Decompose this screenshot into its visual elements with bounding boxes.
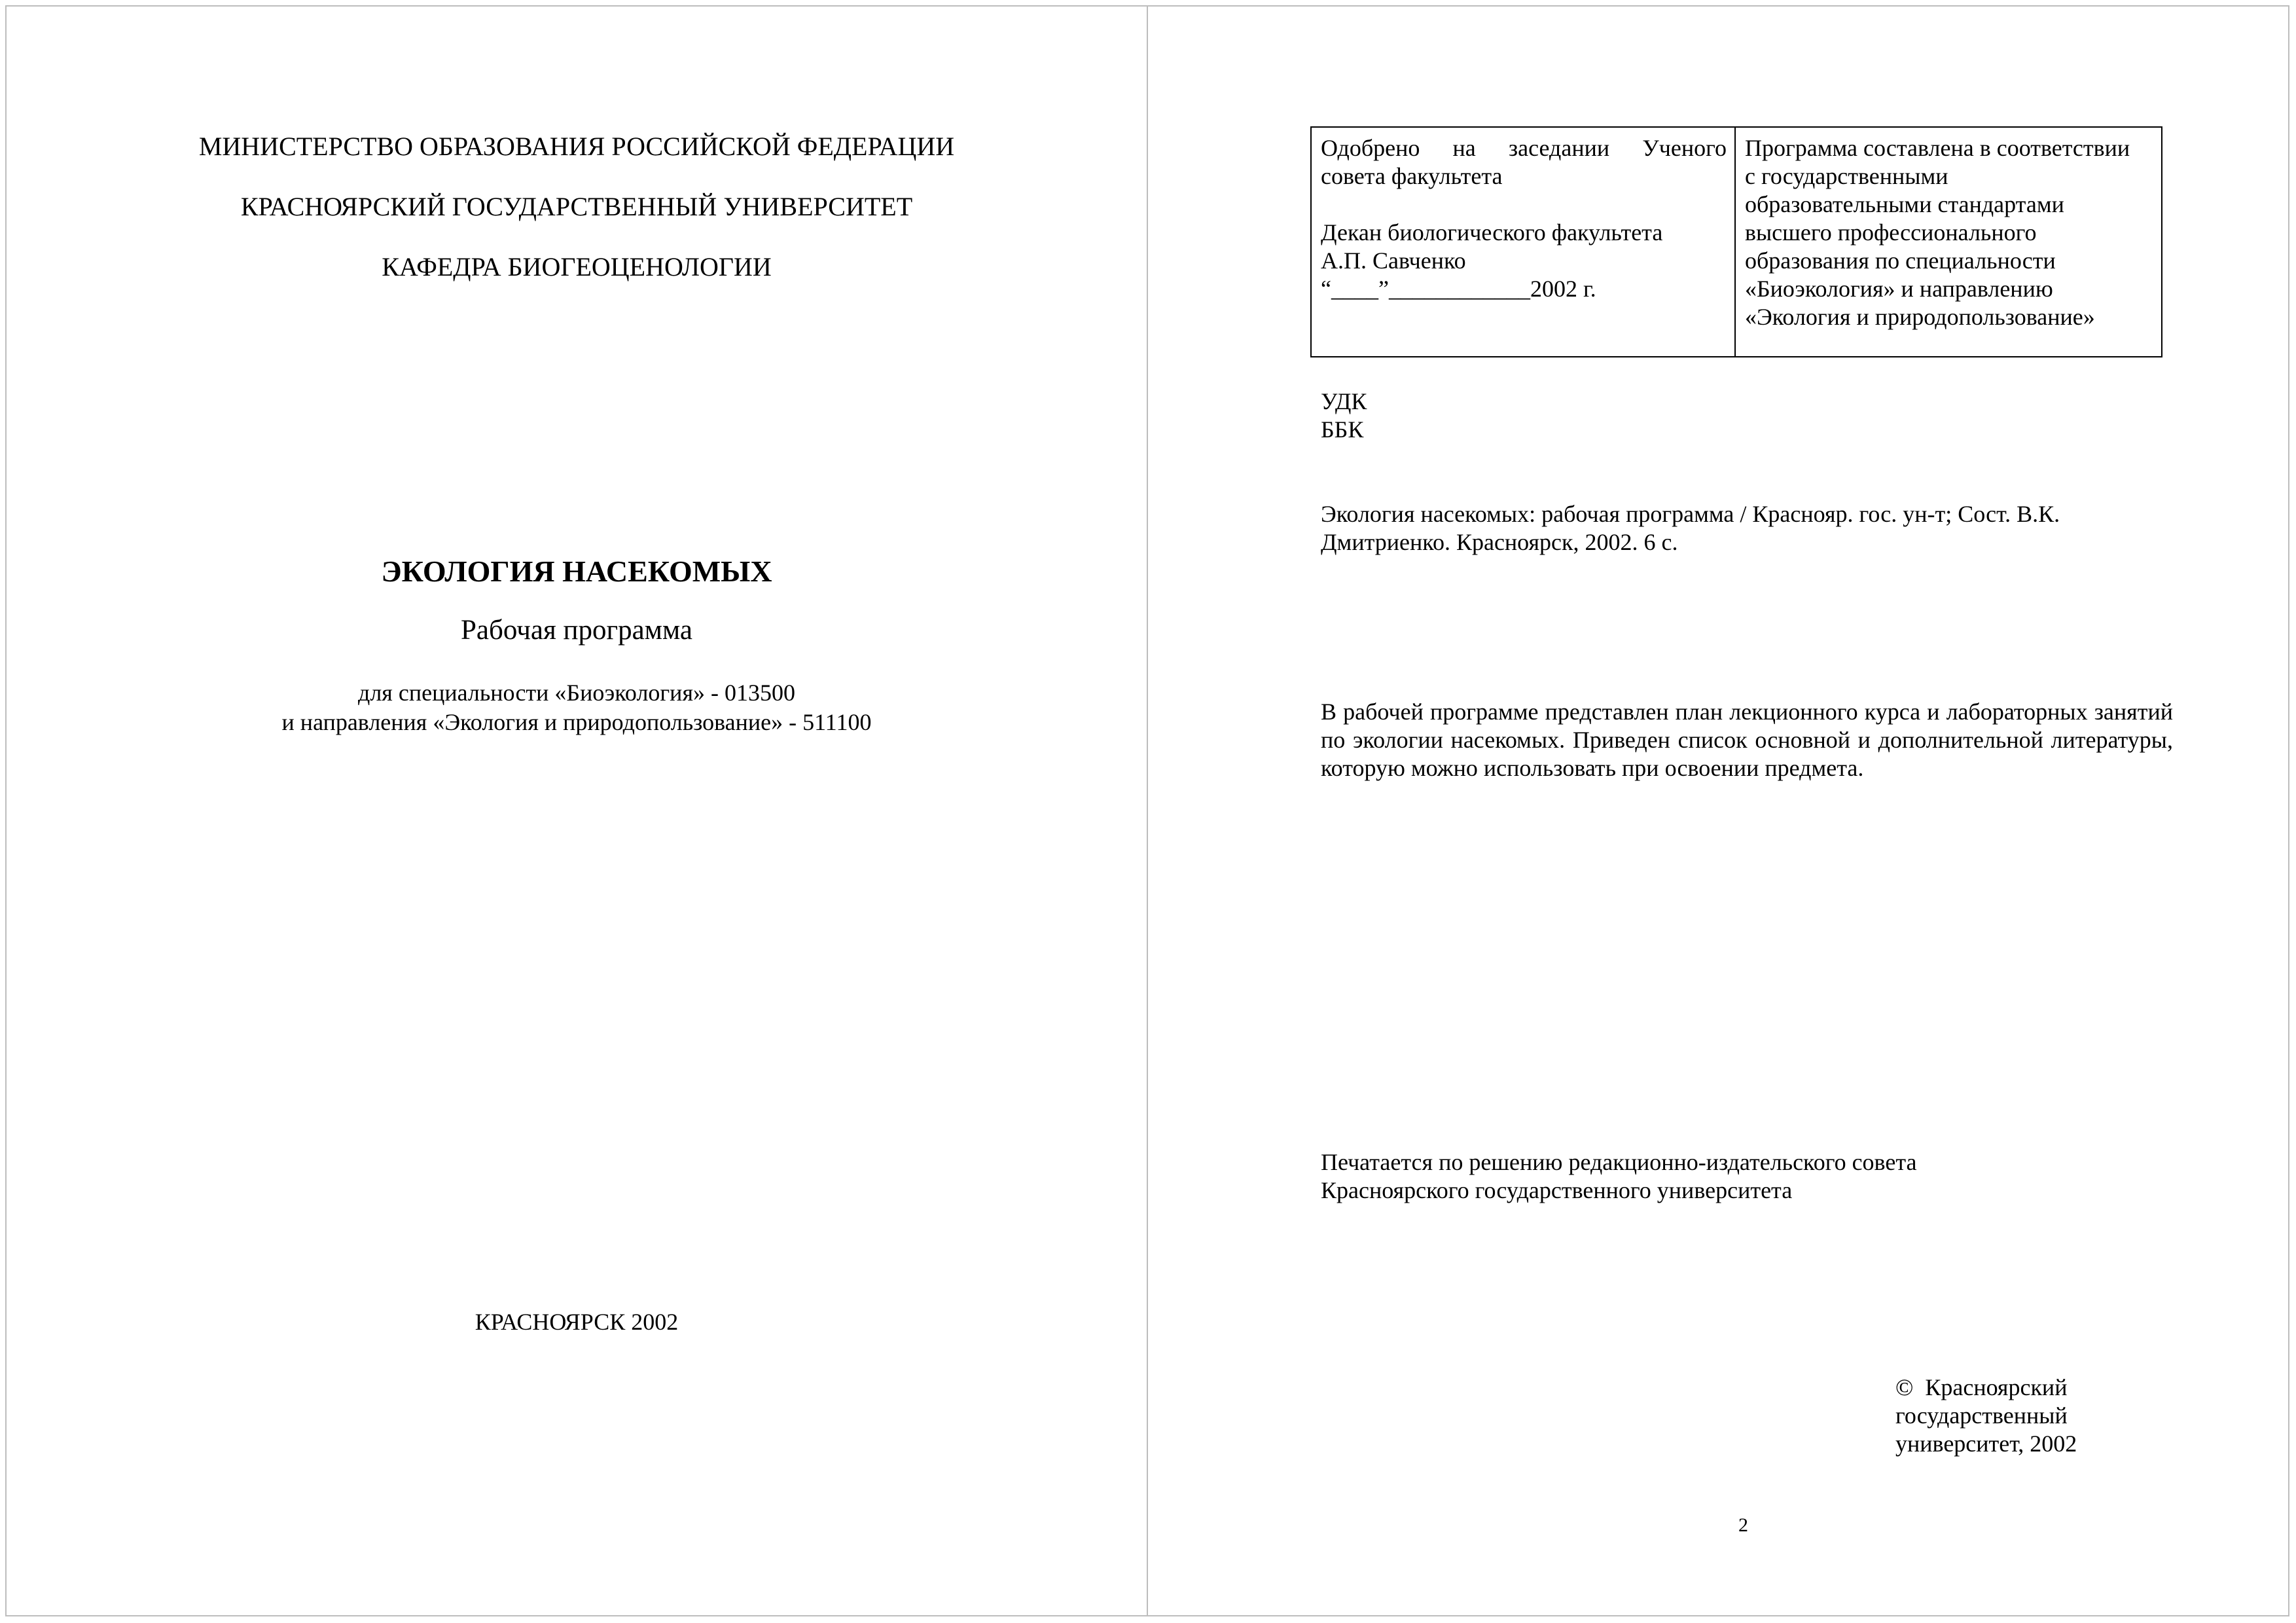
imprint-page: [1148, 7, 2289, 1615]
approval-text-line: совета факультета: [1321, 163, 1503, 189]
citation-line: Экология насекомых: рабочая программа / Краснояр. гос. ун-т; Сост. В.К.: [1321, 501, 2060, 527]
department-heading: КАФЕДРА БИОГЕОЦЕНОЛОГИИ: [382, 252, 772, 282]
approval-cell: [1311, 127, 1735, 357]
citation-line: Дмитриенко. Красноярск, 2002. 6 с.: [1321, 529, 1678, 555]
spacer: [1321, 191, 1727, 219]
copyright-line: государственный: [1895, 1402, 2068, 1429]
program-note-line: с государственными: [1744, 163, 1948, 189]
dean-name: А.П. Савченко: [1321, 247, 1466, 274]
program-note-line: «Экология и природопользование»: [1744, 304, 2095, 330]
city-year: КРАСНОЯРСК 2002: [475, 1309, 679, 1335]
print-approval-line: Печатается по решению редакционно-издательского совета: [1321, 1149, 1917, 1175]
program-note-line: «Биоэкология» и направлению: [1744, 276, 2053, 302]
program-note-line: образования по специальности: [1744, 247, 2056, 274]
print-approval-line: Красноярского государственного университета: [1321, 1177, 1793, 1203]
copyright-line: университет, 2002: [1895, 1431, 2077, 1457]
title-page: [7, 7, 1147, 1615]
annotation-paragraph: В рабочей программе представлен план лекционного курса и лабораторных занятий по экологии насекомых. Приведен список основной и дополнительной литературы, которую можно использовать при освоении предмета.: [1321, 699, 2173, 781]
program-note-line: Программа составлена в соответствии: [1744, 135, 2130, 161]
ministry-heading: МИНИСТЕРСТВО ОБРАЗОВАНИЯ РОССИЙСКОЙ ФЕДЕРАЦИИ: [198, 132, 955, 161]
approval-date: “____”____________2002 г.: [1321, 276, 1596, 302]
program-note-line: высшего профессионального: [1744, 219, 2037, 246]
university-heading: КРАСНОЯРСКИЙ ГОСУДАРСТВЕННЫЙ УНИВЕРСИТЕТ: [240, 192, 913, 221]
udk-label: УДК: [1321, 388, 1367, 414]
document-title: ЭКОЛОГИЯ НАСЕКОМЫХ: [381, 555, 772, 588]
document-subtitle: Рабочая программа: [461, 615, 692, 646]
copyright-line: © Красноярский: [1895, 1374, 2068, 1400]
dean-title: Декан биологического факультета: [1321, 219, 1663, 246]
page-number: 2: [1738, 1514, 1748, 1536]
specialty-line: для специальности «Биоэкология» - 013500: [358, 680, 795, 706]
approval-table: [1310, 126, 2162, 357]
approval-text-line: Одобрено на заседании Ученого: [1321, 135, 1727, 161]
bbk-label: ББК: [1321, 416, 1364, 443]
program-note-cell: [1735, 127, 2162, 357]
direction-line: и направления «Экология и природопользование» - 511100: [281, 709, 872, 735]
program-note-line: образовательными стандартами: [1744, 191, 2064, 217]
